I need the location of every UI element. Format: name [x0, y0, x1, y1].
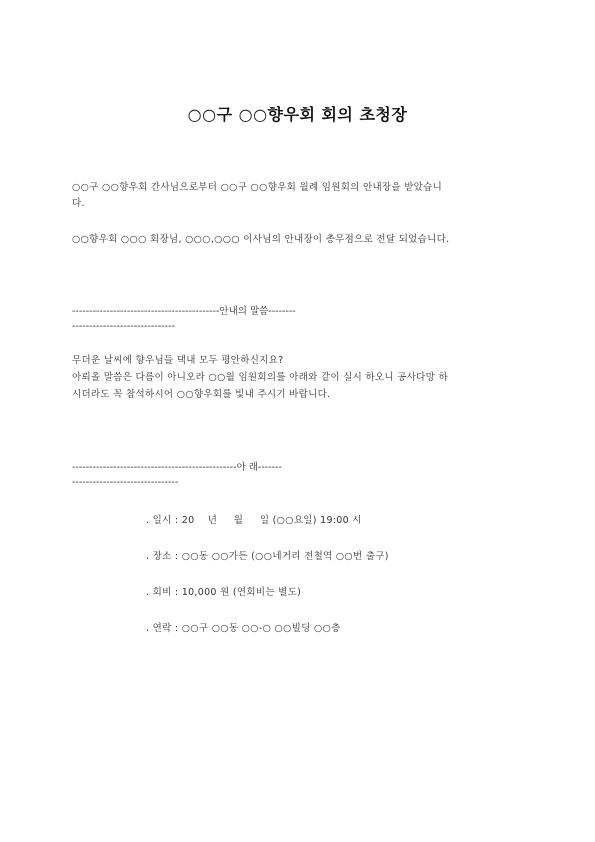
detail-datetime: . 일시 : 20 년 월 일 (○○요일) 19:00 시 — [146, 515, 362, 526]
details-list — [146, 513, 389, 657]
divider-line: ------------------------------ — [72, 321, 175, 332]
details-divider — [72, 460, 528, 490]
intro-line: 다. — [72, 198, 85, 209]
page-title: ○○구 ○○향우회 회의 초청장 — [187, 105, 408, 124]
greeting-line: 무더운 날씨에 향우님들 댁내 모두 평안하신지요? — [72, 355, 284, 366]
divider-line: ------------------------------- — [72, 477, 179, 488]
divider-line: ------------------------------------------------아 래------- — [72, 462, 282, 473]
intro-paragraph — [72, 180, 528, 212]
detail-fee: . 회비 : 10,000 원 (연회비는 별도) — [146, 587, 302, 598]
greeting-paragraph — [72, 352, 528, 403]
intro-line: ○○구 ○○향우회 간사님으로부터 ○○구 ○○향우회 월례 임원회의 안내장을 받았습니 — [72, 182, 443, 193]
divider-line: -------------------------------------------안내의 말씀-------- — [72, 306, 296, 317]
greeting-line: 아뢰올 말씀은 다름이 아니오라 ○○월 임원회의를 아래와 같이 실시 하오니 공사다망 하 — [72, 372, 448, 383]
delivery-line: ○○향우회 ○○○ 회장님, ○○○,○○○ 이사님의 안내장이 총무점으로 전달 되었습니다. — [72, 234, 450, 245]
greeting-divider — [72, 304, 528, 334]
detail-contact: . 연락 : ○○구 ○○동 ○○-○ ○○빌딩 ○○층 — [146, 623, 341, 634]
greeting-line: 시더라도 꼭 참석하시어 ○○향우회를 빛내 주시기 바랍니다. — [72, 389, 331, 400]
delivery-paragraph — [72, 232, 528, 248]
detail-location: . 장소 : ○○동 ○○가든 (○○네거리 전철역 ○○번 출구) — [146, 551, 389, 562]
